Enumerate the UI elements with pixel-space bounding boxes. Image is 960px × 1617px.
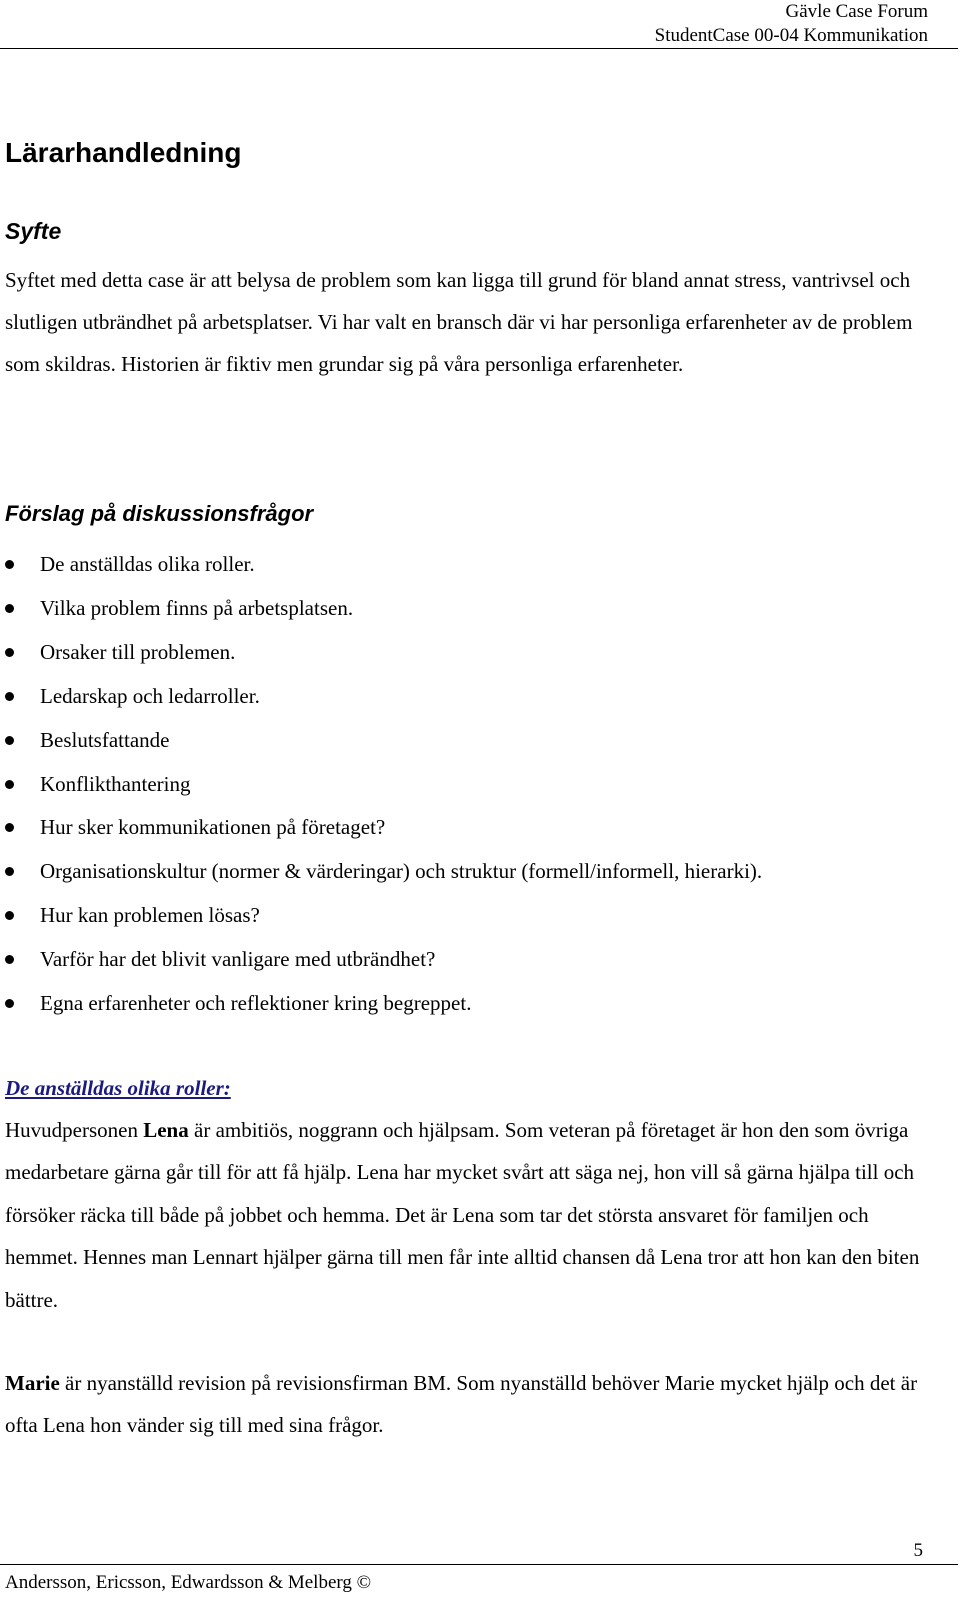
list-item	[0, 675, 762, 719]
question-text: Hur kan problemen lösas?	[40, 903, 260, 928]
header-divider	[0, 48, 958, 49]
list-item	[0, 543, 762, 587]
lena-paragraph	[5, 1109, 935, 1321]
header-forum-name: Gävle Case Forum	[785, 1, 928, 22]
list-item	[0, 631, 762, 675]
list-item	[0, 938, 762, 982]
question-text: Egna erfarenheter och reflektioner kring begreppet.	[40, 991, 472, 1016]
marie-name: Marie	[5, 1371, 60, 1395]
question-text: Ledarskap och ledarroller.	[40, 683, 260, 708]
syfte-paragraph: Syftet med detta case är att belysa de problem som kan ligga till grund för bland annat stress, vantrivsel och slutligen utbrändhet på arbetsplatser. Vi har valt en bransch där vi har personliga erfarenheter av de problem som skildras. Historien är fiktiv men grundar sig på våra personliga erfarenheter.	[5, 268, 913, 376]
section-heading-questions: Förslag på diskussionsfrågor	[5, 501, 314, 526]
list-item	[0, 850, 762, 894]
question-text: Orsaker till problemen.	[40, 639, 236, 664]
bullet-icon	[5, 736, 14, 745]
question-text: Konflikthantering	[40, 771, 191, 796]
lena-intro: Huvudpersonen	[5, 1118, 144, 1142]
question-text: Vilka problem finns på arbetsplatsen.	[40, 595, 354, 620]
list-item	[0, 719, 762, 763]
header-case-name: StudentCase 00-04 Kommunikation	[654, 25, 928, 46]
bullet-icon	[5, 823, 14, 832]
list-item	[0, 894, 762, 938]
marie-paragraph	[5, 1362, 935, 1447]
bullet-icon	[5, 867, 14, 876]
bullet-icon	[5, 604, 14, 613]
page-header	[655, 0, 928, 48]
question-text: Beslutsfattande	[40, 727, 170, 752]
footer-divider	[0, 1564, 958, 1565]
question-text: Hur sker kommunikationen på företaget?	[40, 815, 386, 840]
question-text: De anställdas olika roller.	[40, 552, 255, 576]
marie-description: är nyanställd revision på revisionsfirman BM. Som nyanställd behöver Marie mycket hjälp och det är ofta Lena hon vänder sig till med sina frågor.	[5, 1371, 918, 1438]
questions-list	[0, 543, 762, 1026]
list-item	[0, 763, 762, 807]
list-item	[0, 982, 762, 1026]
page-title: Lärarhandledning	[5, 137, 242, 168]
section-heading-syfte: Syfte	[5, 218, 62, 244]
bullet-icon	[5, 560, 14, 569]
bullet-icon	[5, 955, 14, 964]
question-text: Varför har det blivit vanligare med utbrändhet?	[40, 947, 436, 972]
lena-name: Lena	[143, 1118, 189, 1142]
bullet-icon	[5, 780, 14, 789]
bullet-icon	[5, 648, 14, 657]
page-number: 5	[913, 1540, 923, 1561]
section-heading-roles: De anställdas olika roller:	[5, 1076, 231, 1100]
footer-authors: Andersson, Ericsson, Edwardsson & Melberg ©	[5, 1572, 372, 1593]
question-text: Organisationskultur (normer & värderingar) och struktur (formell/informell, hierarki).	[40, 859, 763, 884]
list-item	[0, 806, 762, 850]
bullet-icon	[5, 692, 14, 701]
lena-description: är ambitiös, noggrann och hjälpsam. Som veteran på företaget är hon den som övriga medarbetare gärna går till för att få hjälp. Lena har mycket svårt att säga nej, hon vill så gärna hjälpa till och försöker räcka till både på jobbet och hemma. Det är Lena som tar det största ansvaret för familjen och hemmet. Hennes man Lennart hjälper gärna till men får inte alltid chansen då Lena tror att hon kan den biten bättre.	[5, 1118, 920, 1312]
bullet-icon	[5, 999, 14, 1008]
bullet-icon	[5, 911, 14, 920]
list-item	[0, 587, 762, 631]
